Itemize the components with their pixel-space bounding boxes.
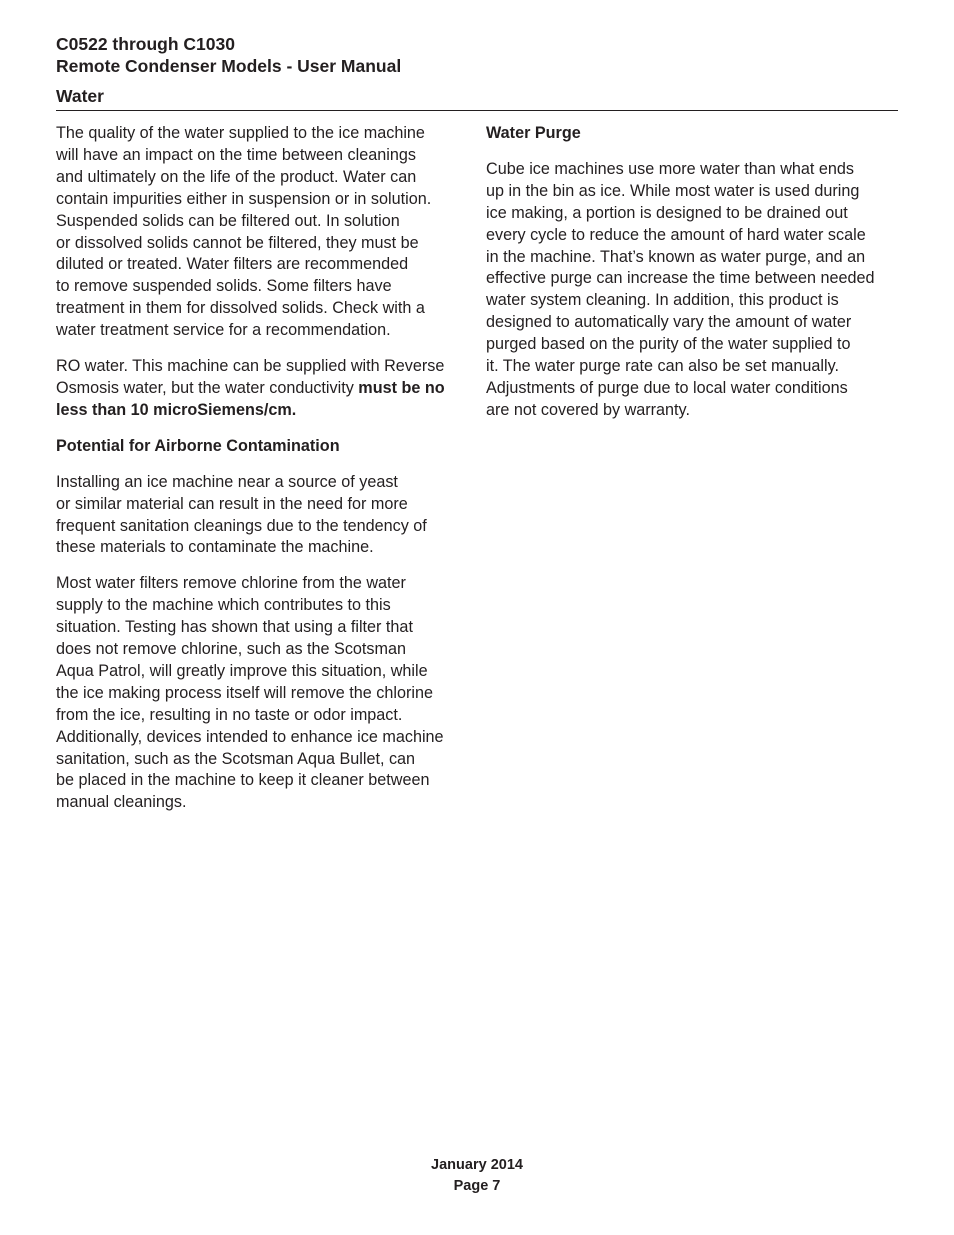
left-column: [56, 123, 476, 828]
water-quality-paragraph: The quality of the water supplied to the ice machine will have an impact on the time between cleanings and ultimately on the life of the product. Water can contain impurities either in suspension or in solution. Suspended solids can be filtered out. In solution or dissolved solids cannot be filtered, they must be diluted or treated. Water filters are recommended to remove suspended solids. Some filters have treatment in them for dissolved solids. Check with a water treatment service for a recommendation.: [56, 124, 432, 340]
airborne-contamination-heading: Potential for Airborne Contamination: [56, 436, 340, 455]
chlorine-filter-paragraph: Most water filters remove chlorine from the water supply to the machine which contributes to this situation. Testing has shown that using a filter that does not remove chlorine, such as the Scotsman Aqua Patrol, will greatly improve this situation, while the ice making process itself will remove the chlorine from the ice, resulting in no taste or odor impact. Additionally, devices intended to enhance ice machine sanitation, such as the Scotsman Aqua Bullet, can be placed in the machine to keep it cleaner between manual cleanings.: [56, 574, 444, 812]
ro-water-requirement: must be no less than 10 microSiemens/cm.: [56, 378, 445, 419]
footer-date: January 2014: [431, 1157, 523, 1173]
document-title-line-2: Remote Condenser Models - User Manual: [56, 56, 402, 76]
water-purge-paragraph: Cube ice machines use more water than what ends up in the bin as ice. While most water is used during ice making, a portion is designed to be drained out every cycle to reduce the amount of hard water scale in the machine. That’s known as water purge, and an effective purge can increase the time between needed water system cleaning. In addition, this product is designed to automatically vary the amount of water purged based on the purity of the water supplied to it. The water purge rate can also be set manually. Adjustments of purge due to local water conditions are not covered by warranty.: [486, 159, 875, 419]
page-number: Page 7: [453, 1178, 501, 1194]
page-footer: [0, 1155, 954, 1197]
water-purge-heading: Water Purge: [486, 124, 581, 142]
document-header: [56, 33, 898, 111]
document-title-line-1: C0522 through C1030: [56, 34, 235, 54]
ro-water-text: RO water. This machine can be supplied with Reverse Osmosis water, but the water conductivity: [56, 357, 445, 397]
ro-water-paragraph: [56, 356, 476, 422]
yeast-paragraph: Installing an ice machine near a source of yeast or similar material can result in the need for more frequent sanitation cleanings due to the tendency of these materials to contaminate the machine.: [56, 472, 427, 557]
right-column: [486, 123, 906, 436]
section-title: Water: [56, 85, 898, 111]
